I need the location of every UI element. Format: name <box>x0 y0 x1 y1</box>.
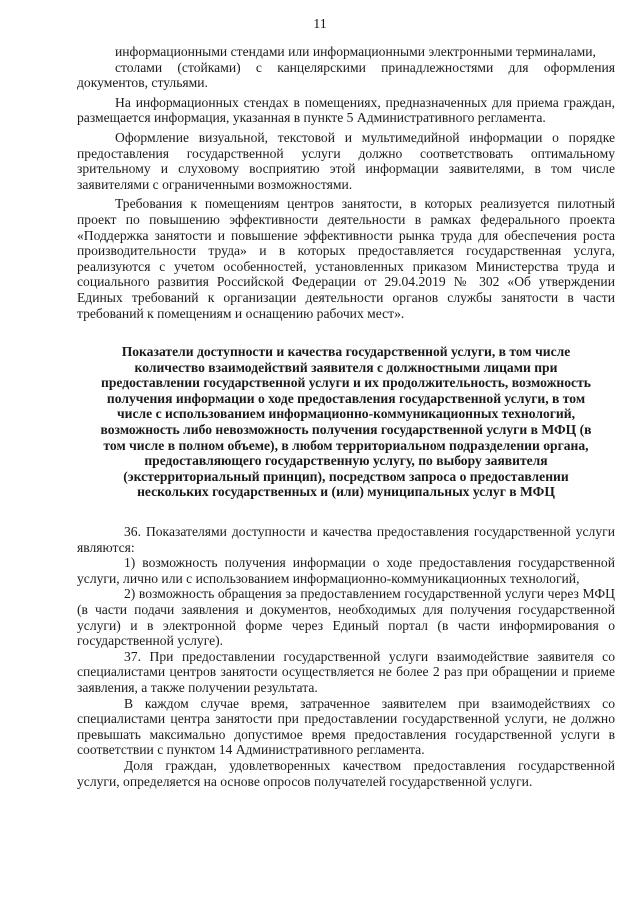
page-number: 11 <box>313 17 327 32</box>
list-item-2: 2) возможность обращения за предоставлением государственной услуги через МФЦ (в части подачи заявления и документов, необходимых для получения государственной услуги) и в электронной форме через Единый портал (в части информирования о государственной услуге). <box>77 586 615 649</box>
paragraph-visual-design: Оформление визуальной, текстовой и мультимедийной информации о порядке предоставления государственной услуги должно соответствовать оптимальному зрительному и слуховому восприятию этой информации заявителями, в том числе заявителями с ограниченными возможностями. <box>77 129 615 192</box>
paragraph-stand-info: На информационных стендах в помещениях, предназначенных для приема граждан, размещается информация, указанная в пункте 5 Административного регламента. <box>77 94 615 126</box>
paragraph-waiting-time: В каждом случае время, затраченное заявителем при взаимодействиях со специалистами центра занятости при предоставлении государственной услуги, не должно превышать максимально допустимое время предоставления государственной услуги в соответствии с пунктом 14 Административного регламента. <box>77 695 615 758</box>
paragraph-premises-requirements: Требования к помещениям центров занятости, в которых реализуется пилотный проект по повышению эффективности деятельности в рамках федерального проекта «Поддержка занятости и повышение эффективности рынка труда для обеспечения роста производительности труда» и в которых предоставляется государственная услуга, реализуются с учетом особенностей, установленных приказом Министерства труда и социального развития Российской Федерации от 29.04.2019 № 302 «Об утверждении Единых требований к организации деятельности органов службы занятости в части требований к помещениям и оснащению рабочих мест». <box>77 196 615 321</box>
list-item-1: 1) возможность получения информации о ходе предоставления государственной услуги, лично или с использованием информационно-коммуникационных технологий, <box>77 555 615 586</box>
paragraph-satisfaction-share: Доля граждан, удовлетворенных качеством предоставления государственной услуги, определяется на основе опросов получателей государственной услуги. <box>77 757 615 789</box>
paragraph-37: 37. При предоставлении государственной услуги взаимодействие заявителя со специалистами центров занятости осуществляется не более 2 раз при обращении и приеме заявления, а также получении результата. <box>77 648 615 695</box>
paragraph-36: 36. Показателями доступности и качества предоставления государственной услуги являются: <box>77 524 615 555</box>
page-content <box>77 44 615 789</box>
paragraph-info-stands: информационными стендами или информационными электронными терминалами, <box>115 44 596 59</box>
spacer <box>77 500 615 524</box>
section-heading: Показатели доступности и качества государственной услуги, в том числе количество взаимодействий заявителя с должностными лицами при предоставлении государственной услуги и их продолжительность, возможность получения информации о ходе предоставления государственной услуги, в том числе с использованием информационно-коммуникационных технологий, возможность либо невозможность получения государственной услуги в МФЦ (в том числе в полном объеме), в любом территориальном подразделении органа, предоставляющего государственную услугу, по выбору заявителя (экстерриториальный принцип), посредством запроса о предоставлении нескольких государственных и (или) муниципальных услуг в МФЦ <box>100 344 592 500</box>
paragraph-tables: столами (стойками) с канцелярскими принадлежностями для оформления документов, стульями. <box>77 59 615 91</box>
